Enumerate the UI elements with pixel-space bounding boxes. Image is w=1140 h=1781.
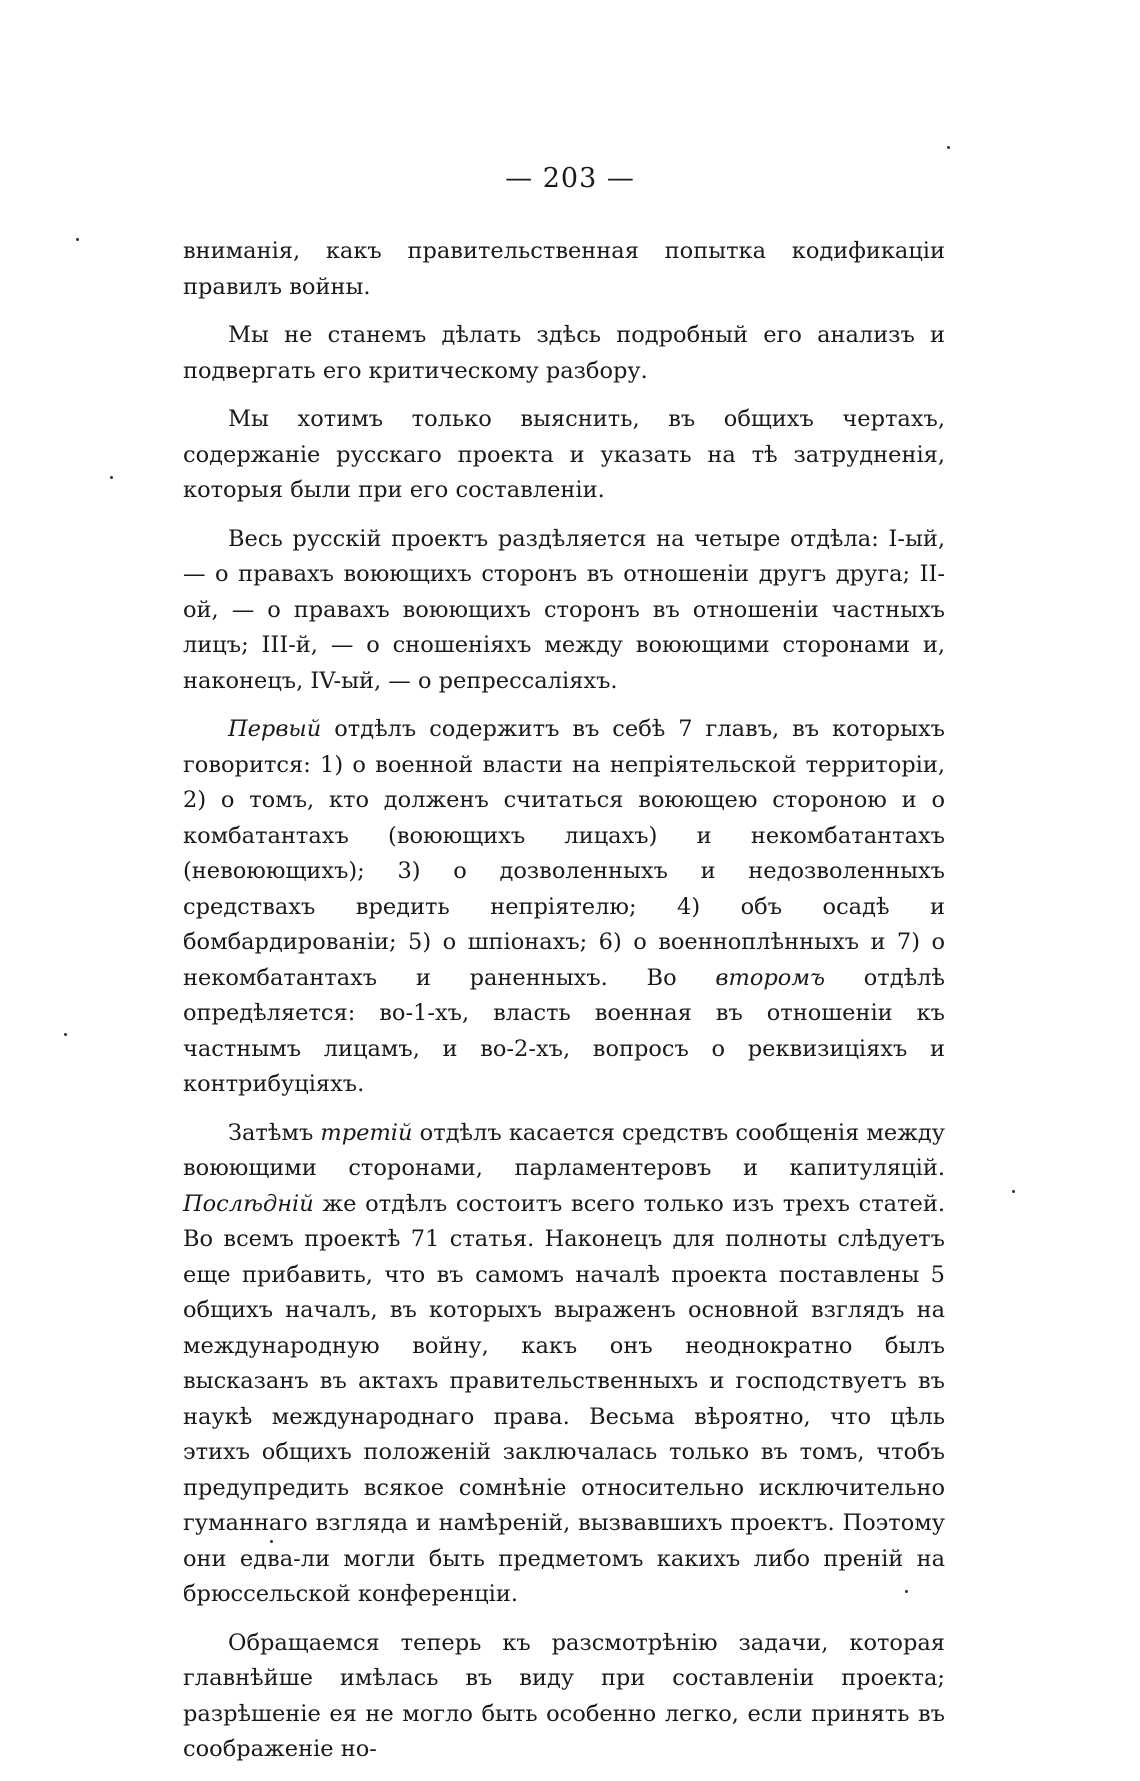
paragraph — [183, 712, 945, 1103]
text-run: отдѣлѣ опредѣляется: во-1-хъ, власть военная въ отношеніи къ частнымъ лицамъ, и во-2-хъ, вопросъ о реквизиціяхъ и контрибуціяхъ. — [183, 964, 945, 1097]
text-run: Мы не станемъ дѣлать здѣсь подробный его анализъ и подвергать его критическому разбору. — [183, 322, 945, 384]
text-run: Обращаемся теперь къ разсмотрѣнію задачи, которая главнѣйше имѣлась въ виду при составленіи проекта; разрѣшеніе ея не могло быть особенно легко, если принять въ соображеніе но- — [183, 1629, 945, 1762]
italic-term: второмъ — [715, 964, 825, 991]
paragraph — [183, 1626, 945, 1768]
text-run: же отдѣлъ состоитъ всего только изъ трехъ статей. Во всемъ проектѣ 71 статья. Наконецъ для полноты слѣдуетъ еще прибавить, что въ самомъ началѣ проекта поставлены 5 общихъ началъ, въ которыхъ выраженъ основной взглядъ на международную войну, какъ онъ неоднократно былъ высказанъ въ актахъ правительственныхъ и господствуетъ въ наукѣ международнаго права. Весьма вѣроятно, что цѣль этихъ общихъ положеній заключалась только въ томъ, чтобъ предупредить всякое сомнѣніе относительно исключительно гуманнаго взгляда и намѣреній, вызвавшихъ проектъ. Поэтому они едва-ли могли быть предметомъ какихъ либо преній на брюссельской конференціи. — [183, 1190, 945, 1607]
italic-term: Первый — [228, 716, 322, 742]
scan-speck — [905, 1590, 908, 1593]
italic-term: Послѣдній — [183, 1190, 314, 1217]
text-run: Весь русскій проектъ раздѣляется на четыре отдѣла: I-ый, — о правахъ воюющихъ сторонъ въ отношеніи другъ друга; II-ой, — о правахъ воюющихъ сторонъ въ отношеніи частныхъ лицъ; III-й, — о сношеніяхъ между воюющими сторонами и, наконецъ, IV-ый, — о репрессаліяхъ. — [183, 525, 945, 694]
scan-speck — [64, 1033, 67, 1036]
text-run: вниманія, какъ правительственная попытка кодификаціи правилъ войны. — [183, 238, 945, 300]
body-text — [183, 234, 945, 1781]
scan-speck — [947, 146, 950, 149]
text-run: отдѣлъ содержитъ въ себѣ 7 главъ, въ которыхъ говорится: 1) о военной власти на непріятельской территоріи, 2) о томъ, кто долженъ считаться воюющею стороною и о комбатантахъ (воюющихъ лицахъ) и некомбатантахъ (невоюющихъ); 3) о дозволенныхъ и недозволенныхъ средствахъ вредить непріятелю; 4) объ осадѣ и бомбардированіи; 5) о шпіонахъ; 6) о военноплѣнныхъ и 7) о некомбатантахъ и раненныхъ. Во — [183, 716, 945, 991]
paragraph — [183, 402, 945, 509]
page-number: — 203 — — [505, 163, 635, 194]
text-run: Затѣмъ — [228, 1119, 321, 1146]
paragraph — [183, 318, 945, 389]
paragraph — [183, 1116, 945, 1613]
scan-speck — [76, 238, 79, 241]
paragraph — [183, 234, 945, 305]
italic-term: третій — [320, 1119, 413, 1146]
paragraph — [183, 522, 945, 700]
scan-speck — [110, 476, 113, 479]
text-run: Мы хотимъ только выяснить, въ общихъ чертахъ, содержаніе русскаго проекта и указать на тѣ затрудненія, которыя были при его составленіи. — [183, 406, 945, 503]
scan-speck — [270, 1540, 273, 1543]
text-run: отдѣлъ касается средствъ сообщенія между воюющими сторонами, парламентеровъ и капитуляцій. — [183, 1119, 946, 1181]
scan-speck — [1012, 1190, 1015, 1193]
